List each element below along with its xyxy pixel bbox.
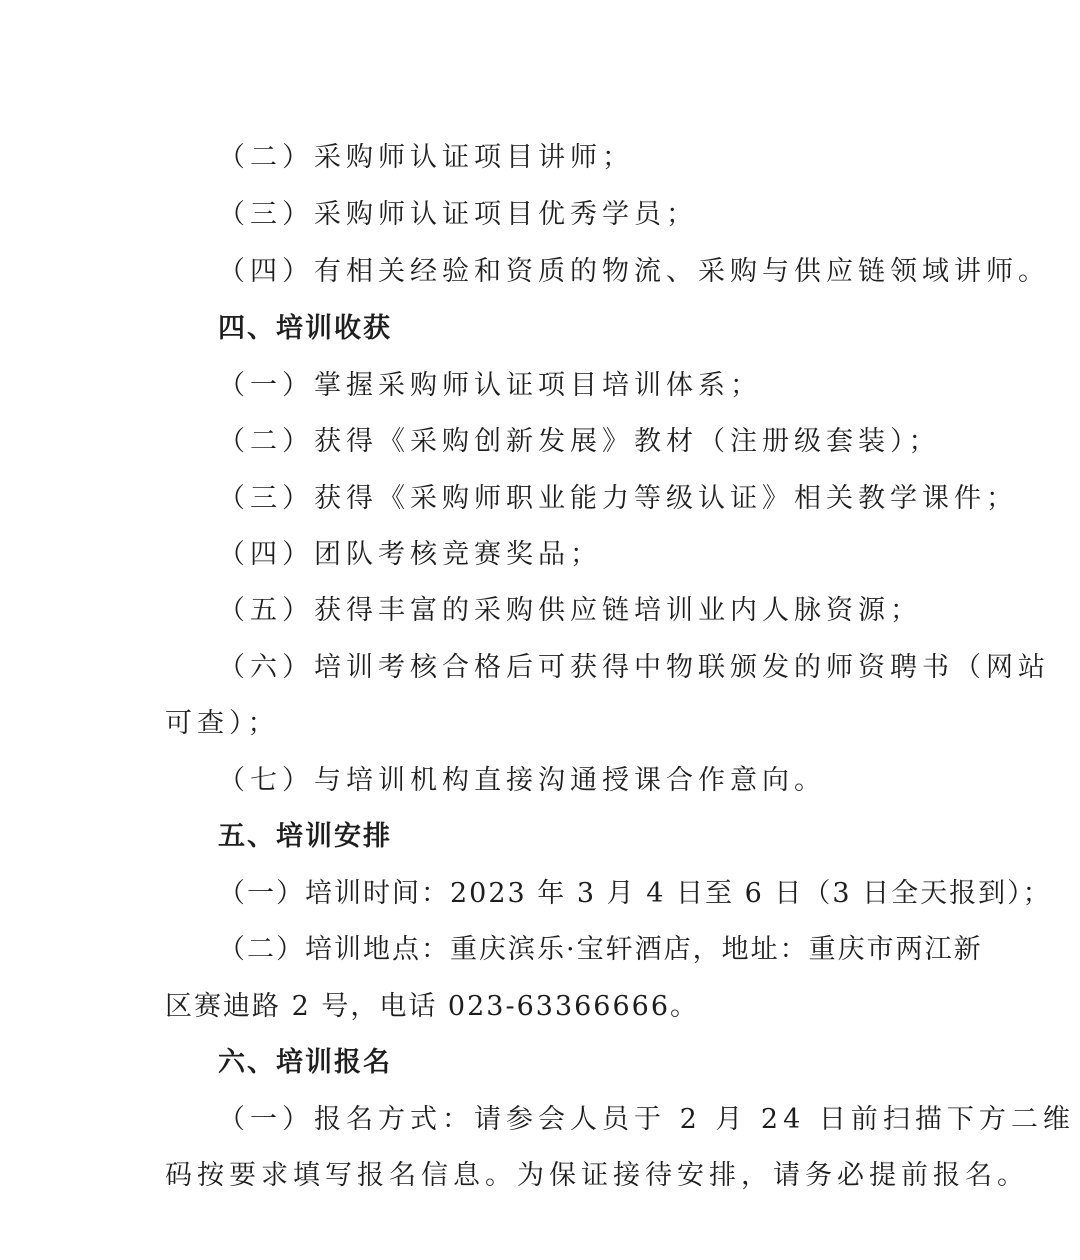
section-heading-schedule: 五、培训安排 <box>218 821 392 852</box>
trainer-item-2: （二）采购师认证项目讲师； <box>218 142 634 173</box>
gain-item-7: （七）与培训机构直接沟通授课合作意向。 <box>218 765 826 796</box>
gain-item-6-continued: 可查）； <box>165 708 280 739</box>
gain-item-4: （四）团队考核竞赛奖品； <box>218 539 602 570</box>
section-heading-registration: 六、培训报名 <box>218 1047 392 1078</box>
section-heading-gains: 四、培训收获 <box>218 313 392 344</box>
gain-item-2: （二）获得《采购创新发展》教材（注册级套装）； <box>218 426 941 457</box>
gain-item-3: （三）获得《采购师职业能力等级认证》相关教学课件； <box>218 483 1018 514</box>
registration-method-continued: 码按要求填写报名信息。为保证接待安排，请务必提前报名。 <box>165 1160 1029 1191</box>
trainer-item-4: （四）有相关经验和资质的物流、采购与供应链领域讲师。 <box>218 256 1050 287</box>
gain-item-6: （六）培训考核合格后可获得中物联颁发的师资聘书（网站 <box>218 652 1050 683</box>
schedule-location-continued: 区赛迪路 2 号，电话 023-63366666。 <box>165 991 700 1022</box>
registration-method: （一）报名方式：请参会人员于 2 月 24 日前扫描下方二维 <box>218 1104 1075 1135</box>
gain-item-5: （五）获得丰富的采购供应链培训业内人脉资源； <box>218 595 922 626</box>
schedule-time: （一）培训时间：2023 年 3 月 4 日至 6 日（3 日全天报到）； <box>218 878 1052 909</box>
trainer-item-3: （三）采购师认证项目优秀学员； <box>218 199 698 230</box>
schedule-location: （二）培训地点：重庆滨乐·宝轩酒店，地址：重庆市两江新 <box>218 934 983 965</box>
gain-item-1: （一）掌握采购师认证项目培训体系； <box>218 370 762 401</box>
